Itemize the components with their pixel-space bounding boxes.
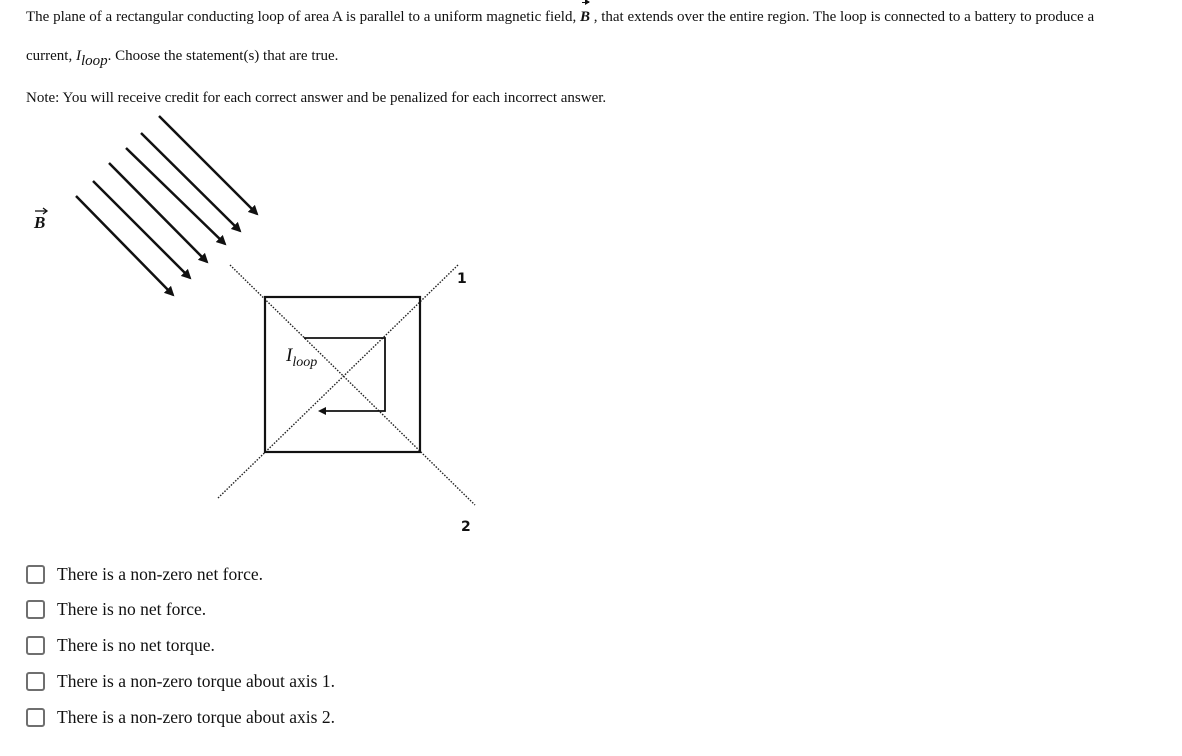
option-no-net-torque[interactable] [26, 634, 215, 656]
current-label-sub: loop [292, 355, 318, 370]
axis-1-line [218, 265, 458, 498]
b-field-symbol: B [579, 9, 590, 25]
axis-1-label: 1 [457, 271, 467, 287]
question-text-part-2: , that extends over the entire region. The loop is connected to a battery to produce a [593, 9, 1095, 25]
option-checkbox[interactable] [26, 672, 45, 691]
magnetic-field-lines [76, 116, 257, 295]
option-nonzero-net-force[interactable] [26, 563, 263, 585]
option-label: There is a non-zero torque about axis 1. [57, 671, 335, 691]
question-line-1 [26, 7, 1094, 27]
option-label: There is a non-zero torque about axis 2. [57, 707, 335, 727]
current-symbol: I [75, 48, 81, 64]
option-torque-axis-2[interactable] [26, 706, 335, 728]
note-text: Note: You will receive credit for each correct answer and be penalized for each incorrect answer. [26, 90, 607, 106]
option-checkbox[interactable] [26, 708, 45, 727]
option-label: There is no net force. [57, 599, 207, 619]
current-label [285, 345, 317, 370]
option-torque-axis-1[interactable] [26, 670, 335, 692]
axis-2-line [230, 265, 475, 505]
option-checkbox[interactable] [26, 636, 45, 655]
option-checkbox[interactable] [26, 565, 45, 584]
option-checkbox[interactable] [26, 600, 45, 619]
current-label-i: I [286, 345, 293, 366]
option-no-net-force[interactable] [26, 598, 206, 620]
question-text-part-4: . Choose the statement(s) that are true. [107, 48, 339, 64]
current-subscript: loop [80, 53, 108, 69]
loop-figure [0, 100, 520, 540]
option-label: There is a non-zero net force. [57, 564, 264, 584]
b-field-label [33, 208, 47, 232]
question-text-part-1: The plane of a rectangular conducting loop of area A is parallel to a uniform magnetic field, [26, 9, 577, 25]
axis-2-label: 2 [461, 519, 471, 535]
rotation-axes [218, 265, 475, 535]
option-label: There is no net torque. [57, 635, 215, 655]
b-field-label-text: B [34, 213, 46, 232]
question-text-part-3: current, [26, 48, 73, 64]
question-line-2 [26, 46, 339, 69]
